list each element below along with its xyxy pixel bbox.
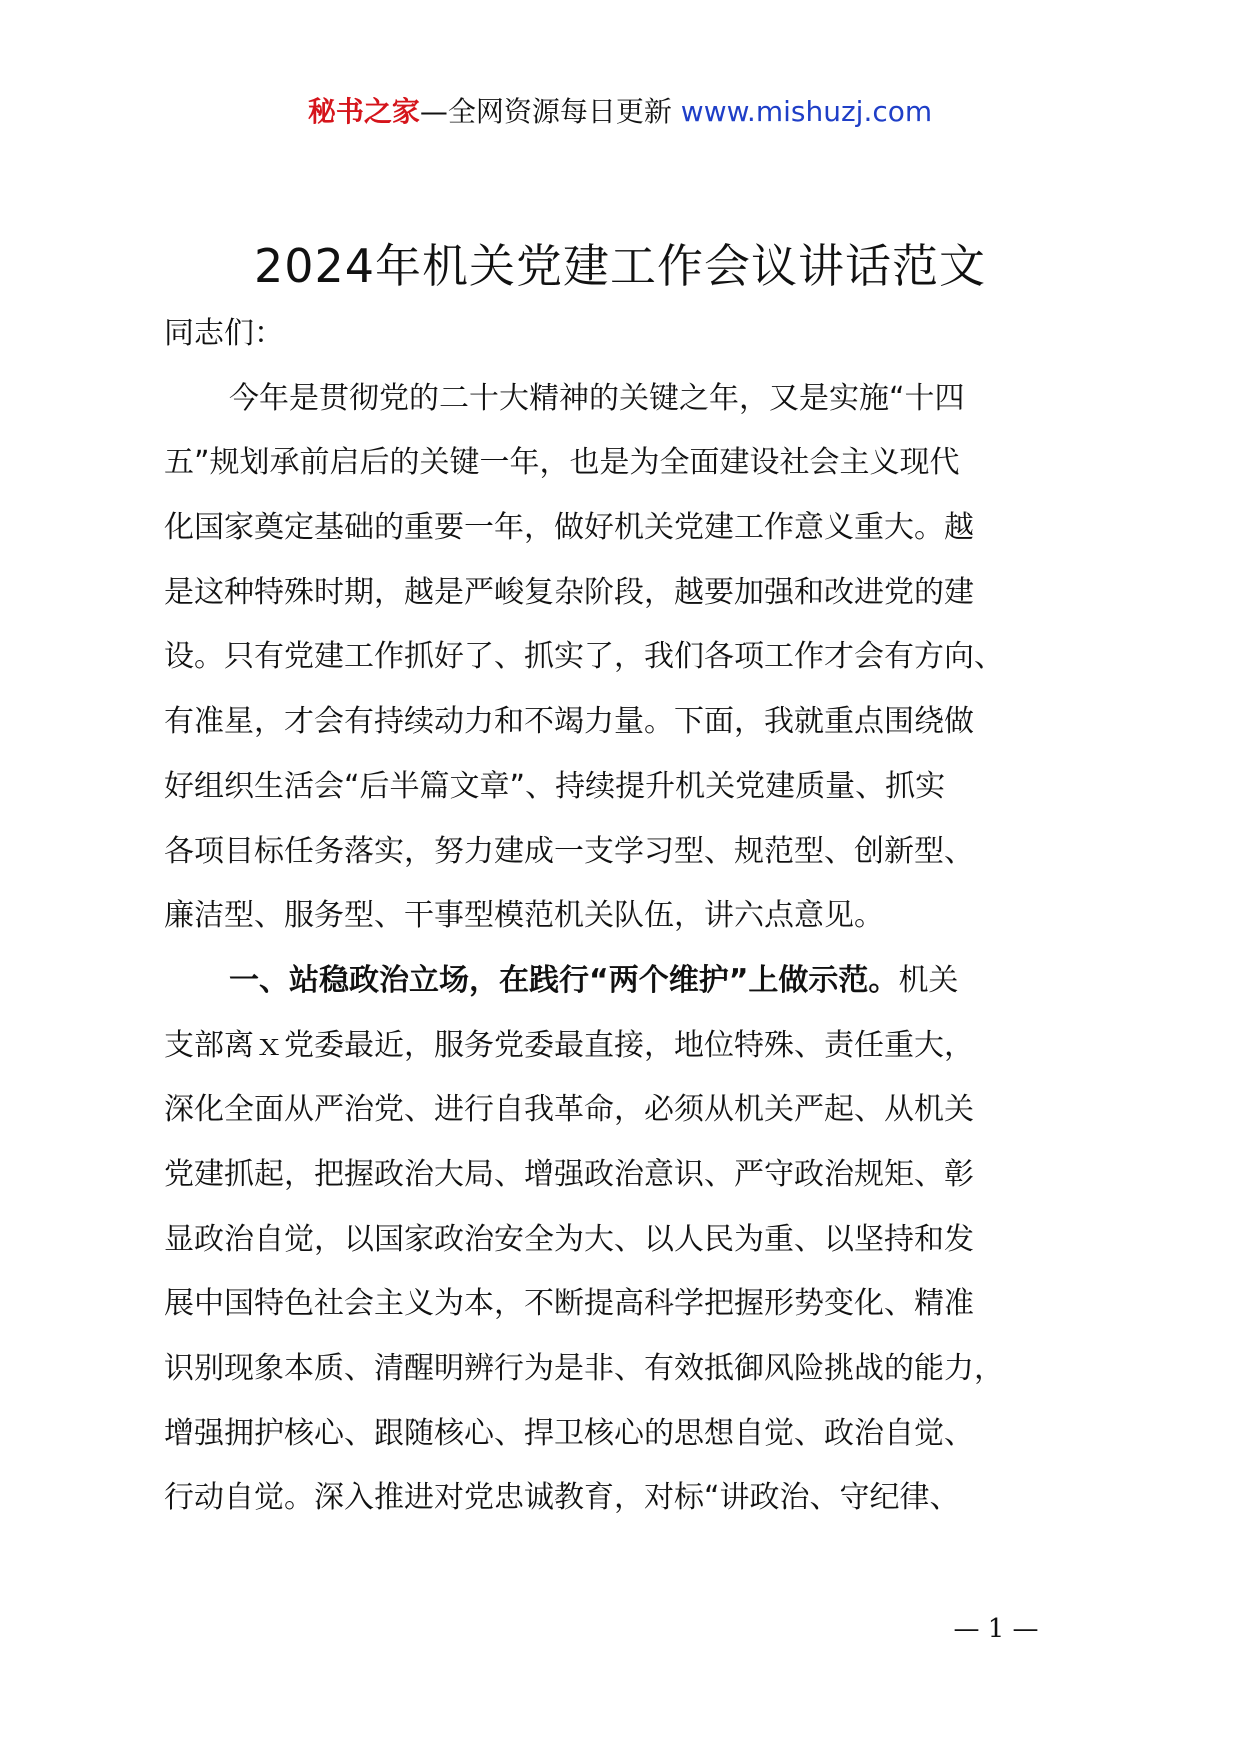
paragraph-line: 好组织生活会“后半篇文章”、持续提升机关党建质量、抓实 bbox=[164, 768, 946, 804]
paragraph-line: 设。只有党建工作抓好了、抓实了，我们各项工作才会有方向、 bbox=[164, 639, 1004, 675]
site-header-banner bbox=[0, 94, 1240, 130]
section-heading: 一、站稳政治立场，在践行“两个维护”上做示范。 bbox=[229, 962, 899, 998]
paragraph-line: 行动自觉。深入推进对党忠诚教育，对标“讲政治、守纪律、 bbox=[164, 1480, 960, 1516]
paragraph-line: 廉洁型、服务型、干事型模范机关队伍，讲六点意见。 bbox=[164, 898, 884, 934]
site-tagline: —全网资源每日更新 bbox=[419, 95, 672, 128]
document-body bbox=[164, 302, 1076, 1531]
paragraph-line: 党建抓起，把握政治大局、增强政治意识、严守政治规矩、彰 bbox=[164, 1156, 974, 1192]
section-heading-line bbox=[164, 949, 1076, 1014]
document-title: 2024年机关党建工作会议讲话范文 bbox=[253, 239, 987, 293]
paragraph-line: 识别现象本质、清醒明辨行为是非、有效抵御风险挑战的能力， bbox=[164, 1351, 1004, 1386]
paragraph-line: 五”规划承前启后的关键一年，也是为全面建设社会主义现代 bbox=[164, 445, 960, 481]
paragraph-line: 深化全面从严治党、进行自我革命，必须从机关严起、从机关 bbox=[164, 1092, 974, 1128]
paragraph-line: 增强拥护核心、跟随核心、捍卫核心的思想自觉、政治自觉、 bbox=[164, 1415, 974, 1451]
paragraph-line: 有准星，才会有持续动力和不竭力量。下面，我就重点围绕做 bbox=[164, 704, 974, 740]
paragraph-line: 各项目标任务落实，努力建成一支学习型、规范型、创新型、 bbox=[164, 833, 974, 869]
page-number: — 1 — bbox=[953, 1614, 1039, 1644]
paragraph-line: 显政治自觉，以国家政治安全为大、以人民为重、以坚持和发 bbox=[164, 1221, 974, 1257]
section-heading-continuation: 机关 bbox=[898, 962, 959, 998]
paragraph-line: 支部离ｘ党委最近，服务党委最直接，地位特殊、责任重大， bbox=[164, 1027, 974, 1063]
paragraph-line: 展中国特色社会主义为本，不断提高科学把握形势变化、精准 bbox=[164, 1286, 974, 1322]
site-brand-name: 秘书之家 bbox=[307, 95, 420, 128]
paragraph-line: 是这种特殊时期，越是严峻复杂阶段，越要加强和改进党的建 bbox=[164, 574, 974, 610]
paragraph-line: 化国家奠定基础的重要一年，做好机关党建工作意义重大。越 bbox=[164, 510, 974, 546]
salutation: 同志们： bbox=[164, 316, 284, 351]
site-url-link[interactable]: www.mishuzj.com bbox=[680, 95, 933, 128]
paragraph-line: 今年是贯彻党的二十大精神的关键之年，又是实施“十四 bbox=[229, 380, 965, 416]
